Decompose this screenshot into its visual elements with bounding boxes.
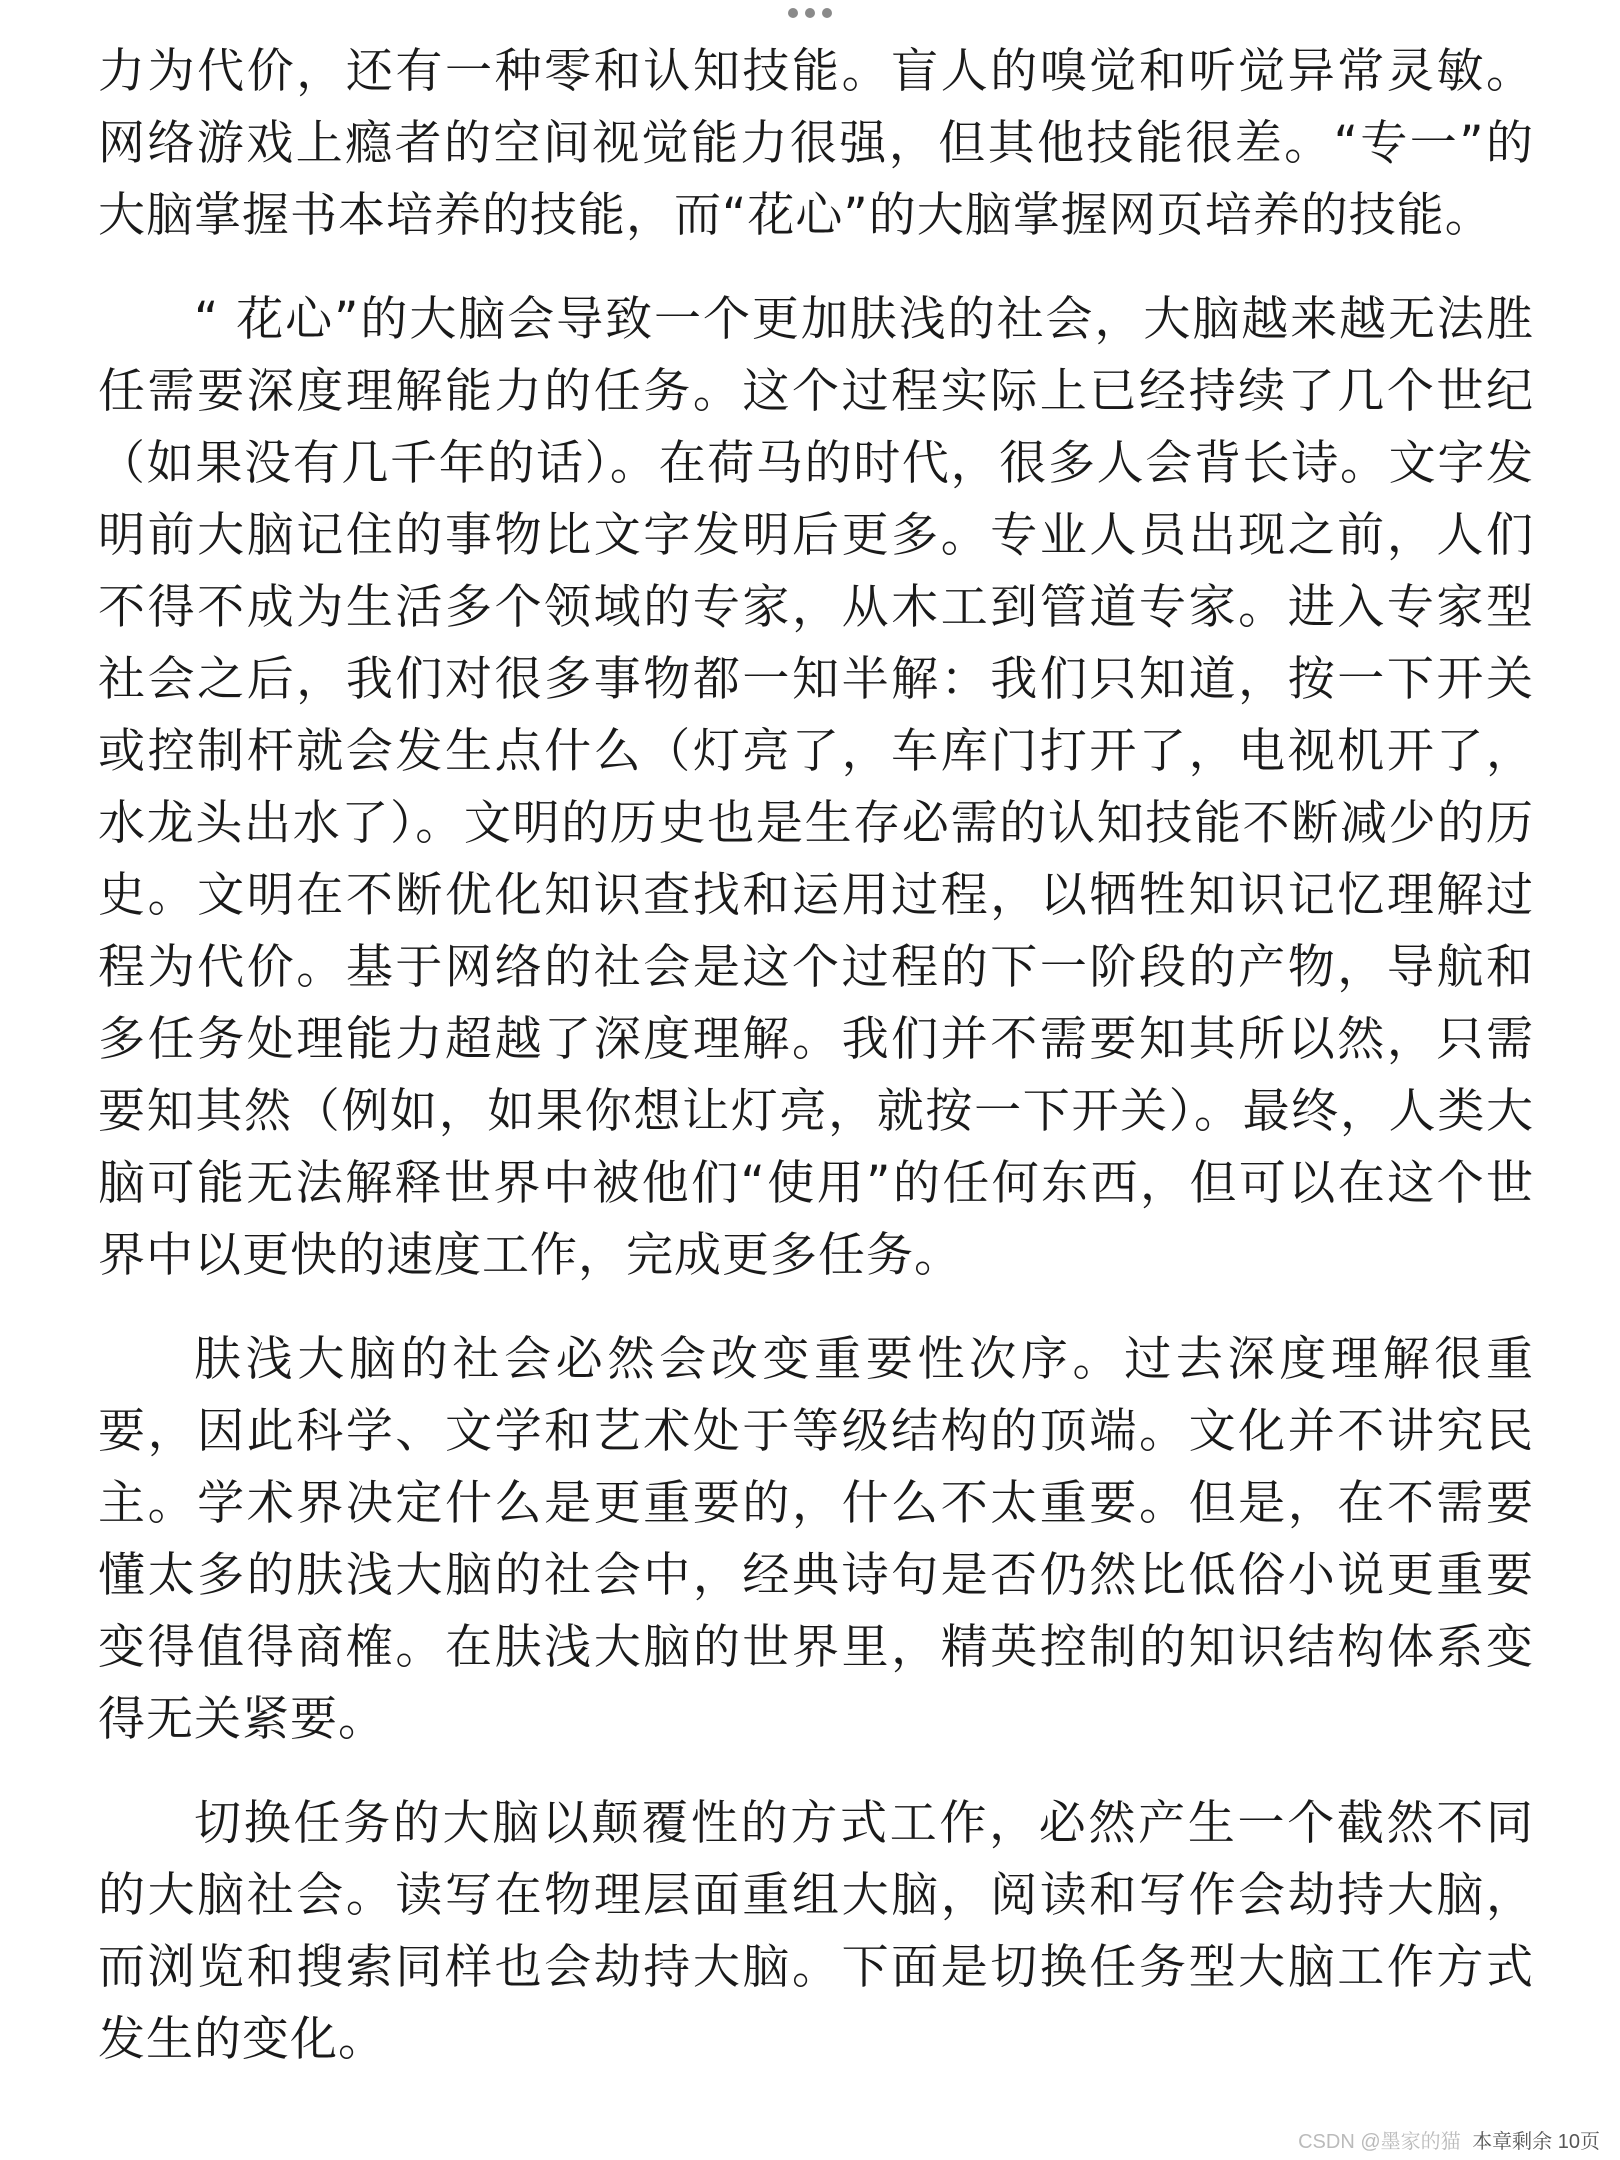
dot	[788, 8, 798, 18]
article-body	[98, 36, 1534, 2076]
more-dots-icon[interactable]	[788, 8, 832, 18]
watermark: CSDN @墨家的猫	[1298, 2131, 1461, 2153]
dot	[822, 8, 832, 18]
paragraph: 切换任务的大脑以颠覆性的方式工作，必然产生一个截然不同的大脑社会。读写在物理层面重组大脑，阅读和写作会劫持大脑，而浏览和搜索同样也会劫持大脑。下面是切换任务型大脑工作方式发生的变化。	[98, 1796, 1534, 2067]
paragraph: “ 花心”的大脑会导致一个更加肤浅的社会，大脑越来越无法胜任需要深度理解能力的任务。这个过程实际上已经持续了几个世纪（如果没有几千年的话）。在荷马的时代，很多人会背长诗。文字发明前大脑记住的事物比文字发明后更多。专业人员出现之前，人们不得不成为生活多个领域的专家，从木工到管道专家。进入专家型社会之后，我们对很多事物都一知半解：我们只知道，按一下开关或控制杆就会发生点什么（灯亮了，车库门打开了，电视机开了，水龙头出水了）。文明的历史也是生存必需的认知技能不断减少的历史。文明在不断优化知识查找和运用过程，以牺牲知识记忆理解过程为代价。基于网络的社会是这个过程的下一阶段的产物，导航和多任务处理能力超越了深度理解。我们并不需要知其所以然，只需要知其然（例如，如果你想让灯亮，就按一下开关）。最终，人类大脑可能无法解释世界中被他们“使用”的任何东西，但可以在这个世界中以更快的速度工作，完成更多任务。	[98, 292, 1534, 1283]
dot	[805, 8, 815, 18]
paragraph: 力为代价，还有一种零和认知技能。盲人的嗅觉和听觉异常灵敏。网络游戏上瘾者的空间视觉能力很强，但其他技能很差。“专一”的大脑掌握书本培养的技能，而“花心”的大脑掌握网页培养的技能。	[98, 44, 1534, 243]
paragraph: 肤浅大脑的社会必然会改变重要性次序。过去深度理解很重要，因此科学、文学和艺术处于等级结构的顶端。文化并不讲究民主。学术界决定什么是更重要的，什么不太重要。但是，在不需要懂太多的肤浅大脑的社会中，经典诗句是否仍然比低俗小说更重要变得值得商榷。在肤浅大脑的世界里，精英控制的知识结构体系变得无关紧要。	[98, 1332, 1534, 1747]
page-footer	[1298, 2125, 1600, 2154]
chapter-remaining: 本章剩余 10页	[1472, 2131, 1600, 2153]
